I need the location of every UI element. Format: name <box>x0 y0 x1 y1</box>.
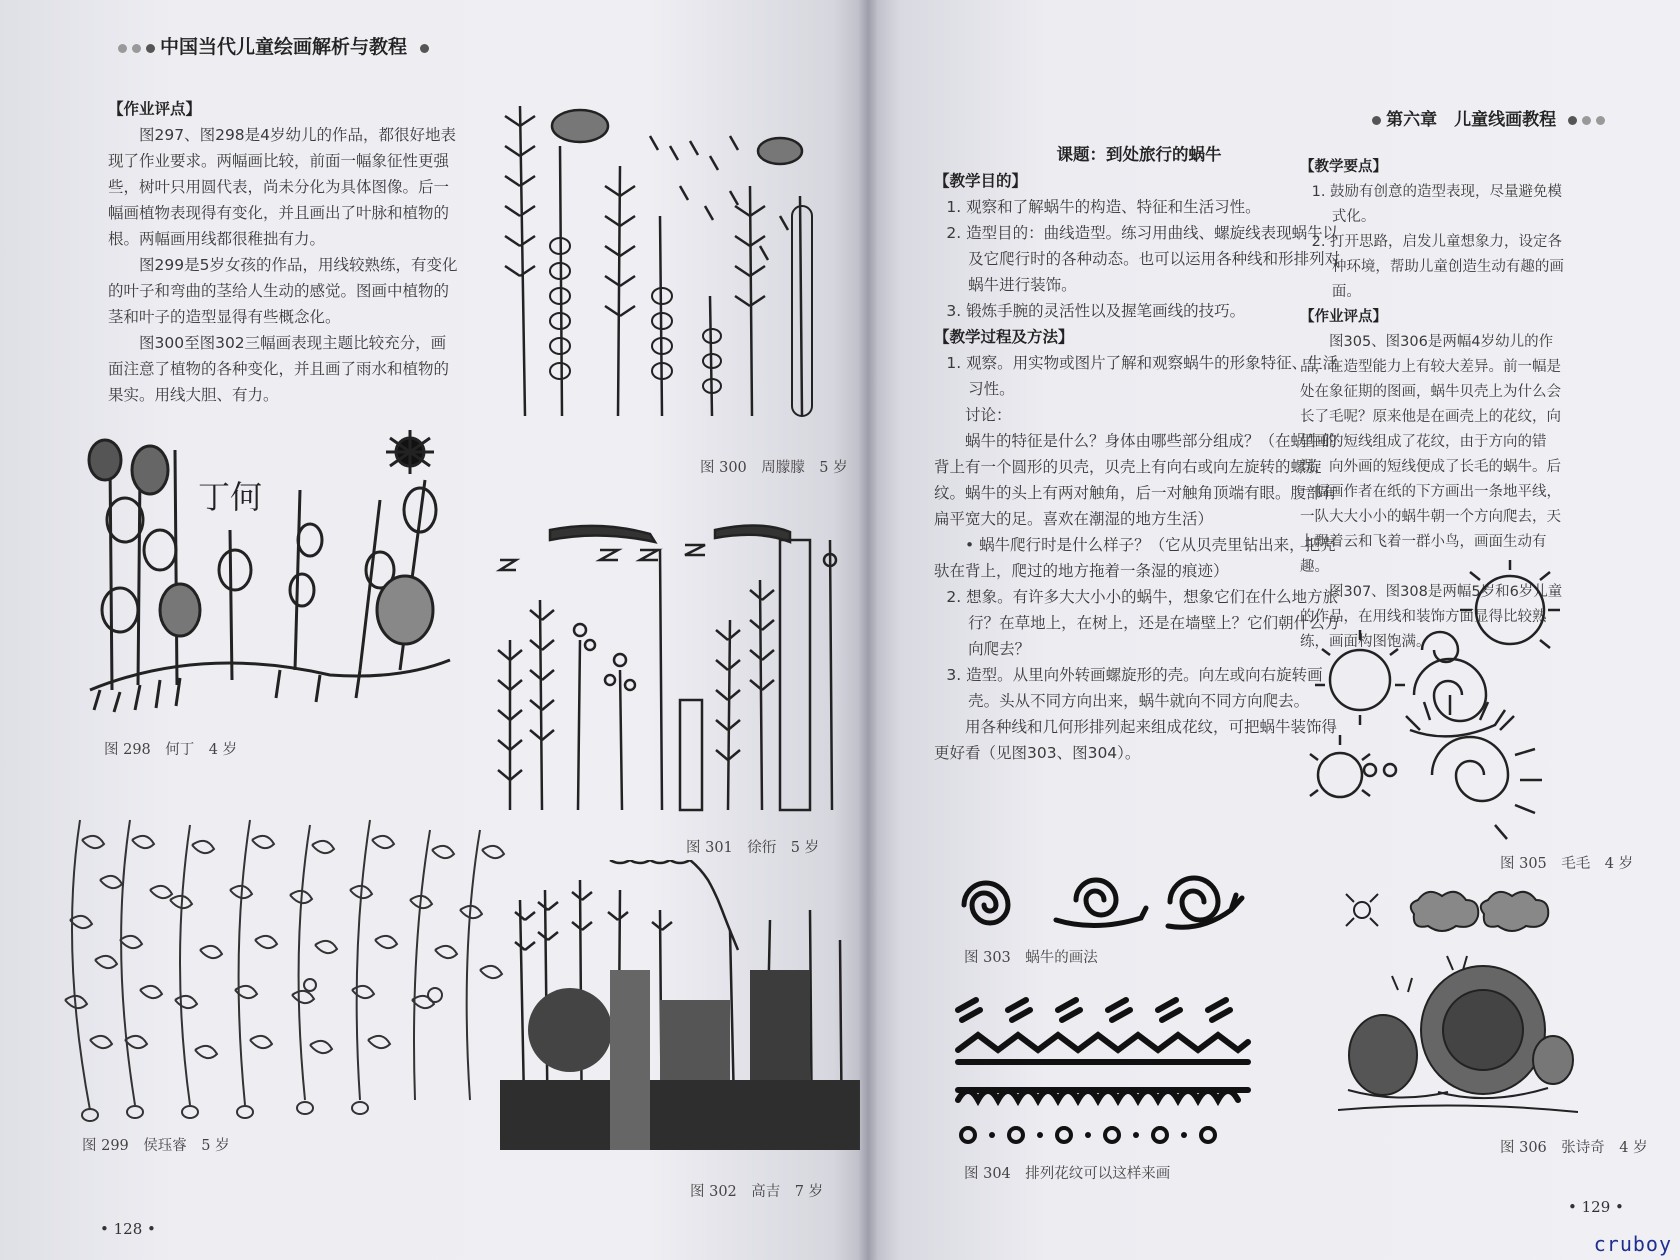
figure-301-drawing <box>490 520 850 820</box>
watermark: cruboy <box>1593 1232 1672 1256</box>
header-dot-icon <box>132 44 141 53</box>
caption-303: 图 303 蜗牛的画法 <box>964 950 1098 966</box>
process-item: 2. 想象。有许多大大小小的蜗牛，想象它们在什么地方旅行？在草地上，在树上，还是在墙壁上？它们朝什么方向爬去？ <box>946 588 1341 658</box>
left-page-number: • 128 • <box>100 1220 156 1238</box>
caption-300: 图 300 周朦朦 5 岁 <box>700 460 848 476</box>
purpose-heading: 【教学目的】 <box>934 172 1028 190</box>
header-dot-icon <box>1372 116 1381 125</box>
discussion-question: 蜗牛的特征是什么？身体由哪些部分组成？（在蜗牛的背上有一个圆形的贝壳，贝壳上有向右或向左旋转的螺旋纹。蜗牛的头上有两对触角，后一对触角顶端有眼。腹部有扁平宽大的足。喜欢在潮湿的地方生活） <box>934 432 1338 528</box>
left-header <box>118 32 434 59</box>
header-dot-icon <box>146 44 155 53</box>
left-review <box>108 96 458 408</box>
process-item: 3. 造型。从里向外转画螺旋形的壳。向左或向右旋转画壳。头从不同方向出来，蜗牛就向不同方向爬去。 <box>946 666 1323 710</box>
caption-305: 图 305 毛毛 4 岁 <box>1500 856 1634 872</box>
header-dot-icon <box>1596 116 1605 125</box>
purpose-item: 1. 观察和了解蜗牛的构造、特征和生活习性。 <box>946 198 1261 216</box>
purpose-item: 2. 造型目的：曲线造型。练习用曲线、螺旋线表现蜗牛以及它爬行时的各种动态。也可以运用各种线和形排列对蜗牛进行装饰。 <box>946 224 1341 294</box>
figure-305-drawing <box>1300 560 1580 840</box>
left-review-paragraph: 图299是5岁女孩的作品，用线较熟练，有变化的叶子和弯曲的茎给人生动的感觉。图画中植物的茎和叶子的造型显得有些概念化。 <box>108 256 458 326</box>
left-review-paragraph: 图297、图298是4岁幼儿的作品，都很好地表现了作业要求。两幅画比较，前面一幅象征性更强些，树叶只用圆代表，尚未分化为具体图像。后一幅画植物表现得有变化，并且画出了叶脉和植物的根。两幅画用线都很稚拙有力。 <box>108 126 457 248</box>
left-header-title: 中国当代儿童绘画解析与教程 <box>160 36 408 58</box>
bullet-question: • 蜗牛爬行时是什么样子？（它从贝壳里钻出来，把壳驮在背上，爬过的地方拖着一条湿的痕迹） <box>934 536 1336 580</box>
header-dot-icon <box>1582 116 1591 125</box>
figure-304-drawing <box>948 990 1268 1150</box>
figure-302-drawing <box>500 860 860 1160</box>
figure-298-drawing <box>80 430 460 720</box>
left-review-paragraph: 图300至图302三幅画表现主题比较充分，画面注意了植物的各种变化，并且画了雨水和植物的果实。用线大胆、有力。 <box>108 334 450 404</box>
figure-300-drawing <box>480 96 850 426</box>
decor-text: 用各种线和几何形排列起来组成花纹，可把蜗牛装饰得更好看（见图303、图304）。 <box>934 718 1338 762</box>
header-dot-icon <box>1568 116 1577 125</box>
process-heading: 【教学过程及方法】 <box>934 328 1074 346</box>
lesson-column <box>934 142 1344 766</box>
figure-303-drawing <box>946 870 1246 940</box>
figure-299-drawing <box>40 800 510 1130</box>
right-review-heading: 【作业评点】 <box>1300 309 1387 325</box>
key-item: 2. 打开思路，启发儿童想象力，设定各种环境，帮助儿童创造生动有趣的画面。 <box>1311 234 1564 300</box>
key-heading: 【教学要点】 <box>1300 159 1387 175</box>
caption-301: 图 301 徐衎 5 岁 <box>686 840 820 856</box>
book-gutter <box>858 0 878 1260</box>
right-page <box>868 0 1680 1260</box>
key-item: 1. 鼓励有创意的造型表现，尽量避免模式化。 <box>1311 184 1563 225</box>
lesson-title: 课题：到处旅行的蜗牛 <box>1056 145 1222 164</box>
right-page-number: • 129 • <box>1568 1198 1624 1216</box>
header-dot-icon <box>420 44 429 53</box>
right-review-paragraph: 图305、图306是两幅4岁幼儿的作品，在造型能力上有较大差异。前一幅是处在象征期的图画，蜗牛贝壳上为什么会长了毛呢？原来他是在画壳上的花纹，向里画的短线组成了花纹，由于方向的错误，向外画的短线便成了长毛的蜗牛。后一幅画作者在纸的下方画出一条地平线，一队大大小小的蜗牛朝一个方向爬去，天上飘着云和飞着一群小鸟，画面生动有趣。 <box>1300 334 1561 575</box>
discussion-label: 讨论： <box>965 406 1012 424</box>
caption-299: 图 299 侯珏睿 5 岁 <box>82 1138 230 1154</box>
caption-304: 图 304 排列花纹可以这样来画 <box>964 1166 1171 1182</box>
right-review-paragraph: 图307、图308是两幅5岁和6岁儿童的作品，在用线和装饰方面显得比较熟练，画面构图饱满。 <box>1300 584 1563 650</box>
caption-298: 图 298 何丁 4 岁 <box>104 742 238 758</box>
right-header-title: 第六章 儿童线画教程 <box>1386 110 1557 130</box>
right-header <box>1372 105 1610 130</box>
figure-306-drawing <box>1338 880 1578 1130</box>
header-dot-icon <box>118 44 127 53</box>
caption-306: 图 306 张诗奇 4 岁 <box>1500 1140 1648 1156</box>
caption-302: 图 302 高吉 7 岁 <box>690 1184 824 1200</box>
left-review-heading: 【作业评点】 <box>108 100 202 118</box>
process-item: 1. 观察。用实物或图片了解和观察蜗牛的形象特征、生活习性。 <box>946 354 1339 398</box>
drawing-name-text: 丁何 <box>198 478 263 516</box>
purpose-item: 3. 锻炼手腕的灵活性以及握笔画线的技巧。 <box>946 302 1246 320</box>
